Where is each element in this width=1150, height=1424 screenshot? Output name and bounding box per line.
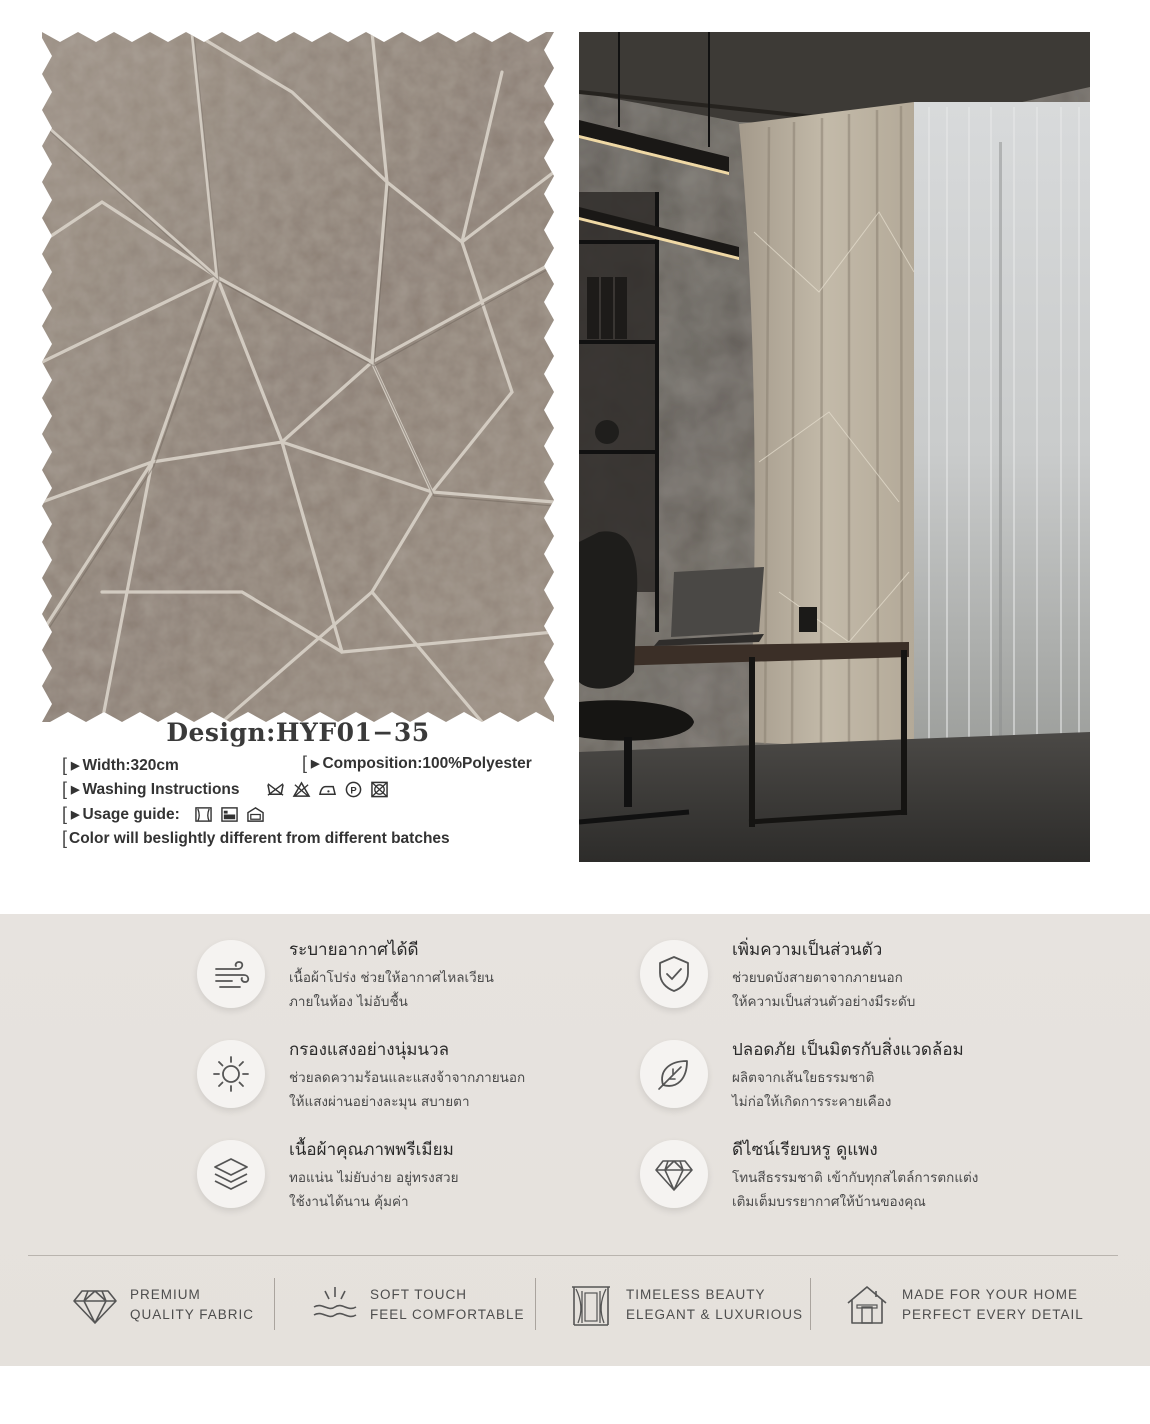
feature-description-line: ช่วยบดบังสายตาจากภายนอก bbox=[732, 970, 903, 986]
feature-title: กรองแสงอย่างนุ่มนวล bbox=[289, 1040, 449, 1060]
spec-width-label: Width:320cm bbox=[82, 756, 179, 774]
highlight-timeless-beauty bbox=[568, 1280, 803, 1330]
layers-icon bbox=[210, 1153, 252, 1195]
highlight-premium-line2: QUALITY FABRIC bbox=[130, 1307, 255, 1322]
highlight-timeless-beauty-line1: TIMELESS BEAUTY bbox=[626, 1287, 766, 1302]
sun-icon bbox=[210, 1053, 252, 1095]
highlight-separator bbox=[535, 1278, 536, 1330]
highlight-premium bbox=[72, 1280, 254, 1330]
feature-description bbox=[732, 1166, 978, 1214]
feature-description bbox=[732, 1066, 891, 1114]
feature-title: ระบายอากาศได้ดี bbox=[289, 940, 419, 960]
design-code-title: Design:HYF01−35 bbox=[166, 718, 430, 747]
diamond-icon bbox=[653, 1153, 695, 1195]
feature-description-line: ทอแน่น ไม่ยับง่าย อยู่ทรงสวย bbox=[289, 1170, 459, 1186]
spec-composition-label: Composition:100%Polyester bbox=[322, 754, 532, 772]
dry-clean-p-icon bbox=[344, 781, 363, 798]
no-tumble-dry-icon bbox=[370, 781, 389, 798]
feature-description-line: เนื้อผ้าโปร่ง ช่วยให้อากาศไหลเวียน bbox=[289, 970, 494, 986]
feature-description-line: ให้แสงผ่านอย่างละมุน สบายตา bbox=[289, 1094, 470, 1110]
feature-title: เนื้อผ้าคุณภาพพรีเมียม bbox=[289, 1140, 454, 1160]
highlight-separator bbox=[810, 1278, 811, 1330]
highlight-soft-touch-line2: FEEL COMFORTABLE bbox=[370, 1307, 525, 1322]
curtain-window-icon bbox=[568, 1283, 614, 1327]
feature-icon-badge bbox=[197, 940, 265, 1008]
feature-icon-badge bbox=[197, 1040, 265, 1108]
feature-description-line: ให้ความเป็นส่วนตัวอย่างมีระดับ bbox=[732, 994, 916, 1010]
leaf-icon bbox=[653, 1053, 695, 1095]
feature-description-line: โทนสีธรรมชาติ เข้ากับทุกสไตล์การตกแต่ง bbox=[732, 1170, 979, 1186]
feature-description-line: ไม่ก่อให้เกิดการระคายเคือง bbox=[732, 1094, 892, 1110]
section-divider bbox=[28, 1255, 1118, 1256]
feature-icon-badge bbox=[640, 1140, 708, 1208]
highlight-made-for-home-line1: MADE FOR YOUR HOME bbox=[902, 1287, 1079, 1302]
feature-description-line: ผลิตจากเส้นใยธรรมชาติ bbox=[732, 1070, 875, 1086]
spec-usage: [ ▶ Usage guide: bbox=[62, 804, 265, 825]
no-wash-icon bbox=[266, 781, 285, 798]
highlight-soft-touch-line1: SOFT TOUCH bbox=[370, 1287, 468, 1302]
feature-description-line: ใช้งานได้นาน คุ้มค่า bbox=[289, 1194, 409, 1210]
feature-description bbox=[289, 1166, 459, 1214]
fabric-swatch-image bbox=[42, 32, 554, 722]
feature-icon-badge bbox=[197, 1140, 265, 1208]
house-icon bbox=[844, 1283, 890, 1327]
feature-description-line: ช่วยลดความร้อนและแสงจ้าจากภายนอก bbox=[289, 1070, 526, 1086]
highlight-premium-line1: PREMIUM bbox=[130, 1287, 201, 1302]
feature-title: ปลอดภัย เป็นมิตรกับสิ่งแวดล้อม bbox=[732, 1040, 964, 1060]
spec-color-note-label: Color will beslightly different from different batches bbox=[69, 829, 450, 847]
spec-color-note: [ Color will beslightly different from different batches bbox=[62, 828, 450, 848]
highlight-separator bbox=[274, 1278, 275, 1330]
highlight-timeless-beauty-line2: ELEGANT & LUXURIOUS bbox=[626, 1307, 804, 1322]
feature-description-line: ภายในห้อง ไม่อับชื้น bbox=[289, 994, 408, 1010]
highlight-made-for-home-line2: PERFECT EVERY DETAIL bbox=[902, 1307, 1084, 1322]
diamond-icon bbox=[72, 1283, 118, 1327]
highlight-made-for-home bbox=[844, 1280, 1084, 1330]
spec-washing-label: Washing Instructions bbox=[82, 780, 240, 798]
spec-composition: [ ▶ Composition:100%Polyester bbox=[302, 753, 532, 773]
feature-icon-badge bbox=[640, 1040, 708, 1108]
iron-low-icon bbox=[318, 781, 337, 798]
feature-description-line: เติมเต็มบรรยากาศให้บ้านของคุณ bbox=[732, 1194, 926, 1210]
no-bleach-icon bbox=[292, 781, 311, 798]
feature-description bbox=[732, 966, 915, 1014]
usage-living-room-icon bbox=[246, 806, 265, 823]
spec-washing: [ ▶ Washing Instructions P bbox=[62, 779, 389, 800]
shield-check-icon bbox=[653, 953, 695, 995]
svg-text:P: P bbox=[349, 785, 357, 797]
feature-description bbox=[289, 1066, 525, 1114]
feature-description bbox=[289, 966, 494, 1014]
feature-icon-badge bbox=[640, 940, 708, 1008]
highlight-soft-touch bbox=[312, 1280, 525, 1330]
wind-icon bbox=[210, 953, 252, 995]
feature-title: เพิ่มความเป็นส่วนตัว bbox=[732, 940, 883, 960]
spec-width: [ ▶ Width:320cm bbox=[62, 755, 179, 775]
spec-usage-label: Usage guide: bbox=[82, 805, 180, 823]
office-room-photo bbox=[579, 32, 1090, 862]
usage-curtain-icon bbox=[194, 806, 213, 823]
usage-bedroom-icon bbox=[220, 806, 239, 823]
soft-touch-icon bbox=[312, 1283, 358, 1327]
feature-title: ดีไซน์เรียบหรู ดูแพง bbox=[732, 1140, 878, 1160]
